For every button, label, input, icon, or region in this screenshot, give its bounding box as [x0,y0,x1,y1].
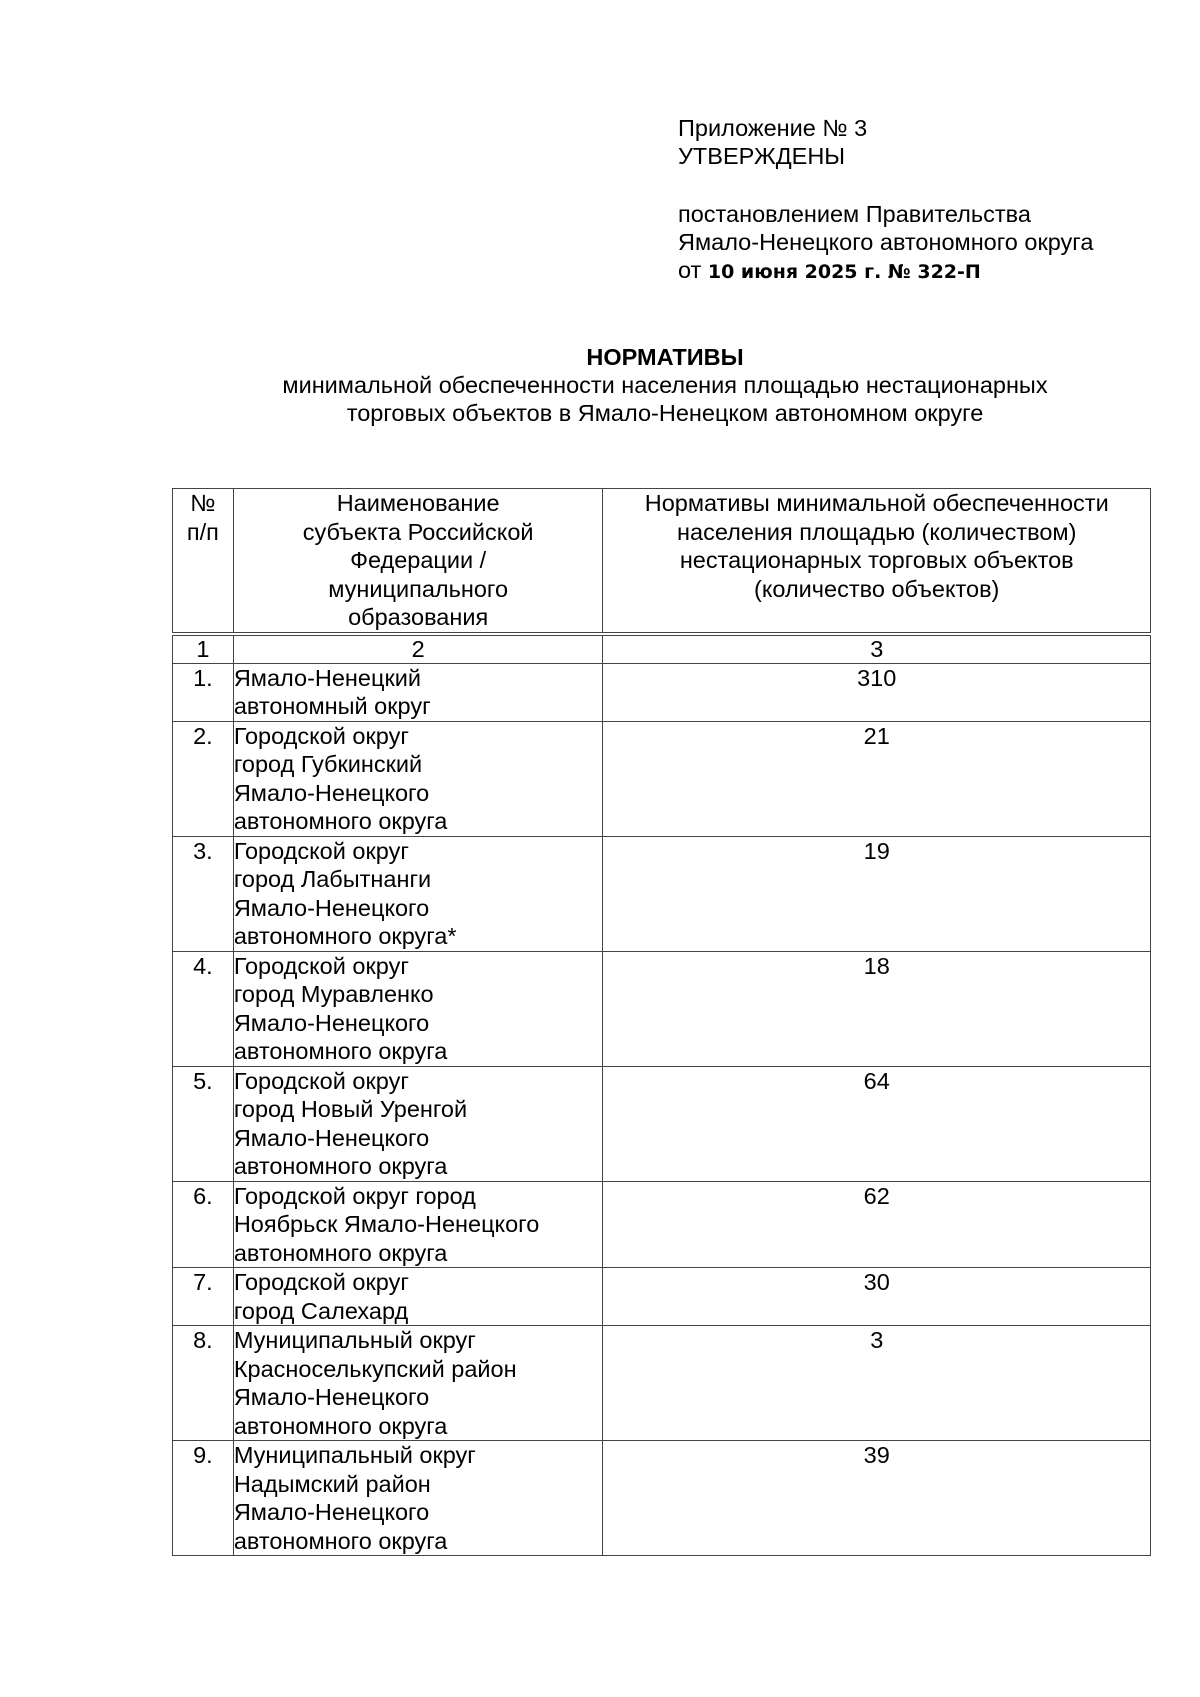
column-number-row [173,634,1151,664]
row-name-line: автономного округа [233,1239,448,1266]
row-number: 1. [173,663,234,721]
header-norm-line: (количество объектов) [754,575,1000,602]
header-norm-line: Нормативы минимальной обеспеченности [644,490,1109,516]
row-name-line: автономного округа [233,1038,448,1064]
column-number: 1 [173,634,234,664]
row-name-line: Муниципальный округ [233,1327,476,1353]
row-name [233,1326,603,1441]
row-name [233,721,603,836]
row-name-line: Ноябрьск Ямало-Ненецкого [233,1211,540,1237]
table-row [173,951,1151,1066]
row-number: 5. [173,1066,234,1181]
row-name [233,1066,603,1181]
row-value: 21 [603,721,1151,836]
row-name-line: Городской округ [233,1269,409,1295]
document-title [160,343,1170,427]
order-prefix: от [678,257,702,283]
header-number [173,489,234,634]
row-name-line: Городской округ [233,1067,409,1094]
appendix-label: Приложение № 3 [678,115,868,141]
decree-line-2: Ямало-Ненецкого автономного округа [678,229,1094,255]
row-name-line: Городской округ [233,837,409,864]
table-row [173,1441,1151,1556]
decree-line-1: постановлением Правительства [678,201,1031,227]
spacer [678,170,1093,200]
row-name-line: город Муравленко [233,981,434,1007]
row-name-line: город Губкинский [233,751,423,777]
header-name-line: Федерации / [350,547,487,573]
header-norm-line: населения площадью (количеством) [677,518,1077,545]
row-number: 8. [173,1326,234,1441]
table-row [173,836,1151,951]
row-name-line: Муниципальный округ [233,1442,476,1468]
row-name-line: Надымский район [233,1470,431,1497]
table-row [173,1066,1151,1181]
header-name-line: Наименование [336,490,500,516]
row-name-line: автономный округ [233,693,431,719]
table-row [173,1326,1151,1441]
row-name-line: город Новый Уренгой [233,1096,468,1122]
row-value: 3 [603,1326,1151,1441]
header-name-line: муниципального [328,575,509,602]
row-number: 2. [173,721,234,836]
order-details: 10 июня 2025 г. № 322-П [707,261,981,283]
row-name-line: автономного округа [233,1527,448,1554]
row-name-line: Ямало-Ненецкого [233,1384,430,1410]
table-row [173,1268,1151,1326]
row-number: 6. [173,1181,234,1268]
row-value: 64 [603,1066,1151,1181]
row-name [233,663,603,721]
column-number: 2 [233,634,603,664]
header-norm [603,489,1151,634]
title-line-2: торговых объектов в Ямало-Ненецком автономном округе [346,400,984,426]
title-line-1: минимальной обеспеченности населения площадью нестационарных [282,372,1048,398]
row-name-line: автономного округа [233,808,448,834]
row-value: 30 [603,1268,1151,1326]
header-name [233,489,603,634]
header-number-line: п/п [186,518,219,545]
header-name-line: субъекта Российской [302,518,534,545]
norms-table [172,488,1151,1556]
row-number: 7. [173,1268,234,1326]
column-number: 3 [603,634,1151,664]
row-name-line: Городской округ [233,722,409,749]
order-line [678,256,1093,286]
row-name-line: Городской округ город [233,1182,476,1209]
table-row [173,1181,1151,1268]
header-number-line: № [190,490,216,516]
row-value: 39 [603,1441,1151,1556]
header-name-line: образования [348,604,489,630]
row-value: 62 [603,1181,1151,1268]
table-row [173,663,1151,721]
row-value: 19 [603,836,1151,951]
row-name-line: автономного округа [233,1153,448,1179]
row-number: 3. [173,836,234,951]
row-name-line: автономного округа* [233,923,457,949]
row-name [233,951,603,1066]
approval-block [678,114,1093,286]
row-name-line: Ямало-Ненецкого [233,1009,430,1036]
row-name-line: город Лабытнанги [233,866,432,892]
header-norm-line: нестационарных торговых объектов [679,547,1074,573]
row-name-line: Ямало-Ненецкого [233,894,430,921]
title-heading: НОРМАТИВЫ [586,344,744,370]
row-name-line: Ямало-Ненецкого [233,1124,430,1151]
row-name-line: Городской округ [233,952,409,979]
row-name [233,1441,603,1556]
row-number: 9. [173,1441,234,1556]
row-number: 4. [173,951,234,1066]
row-name-line: Ямало-Ненецкий [233,664,421,691]
row-name [233,1268,603,1326]
row-name-line: Красноселькупский район [233,1355,517,1382]
approved-label: УТВЕРЖДЕНЫ [678,143,846,169]
row-name-line: Ямало-Ненецкого [233,1499,430,1525]
row-name-line: город Салехард [233,1297,409,1324]
row-name [233,1181,603,1268]
table-header-row [173,489,1151,634]
row-name-line: Ямало-Ненецкого [233,779,430,806]
row-value: 310 [603,663,1151,721]
table-row [173,721,1151,836]
row-name [233,836,603,951]
row-name-line: автономного округа [233,1412,448,1439]
row-value: 18 [603,951,1151,1066]
